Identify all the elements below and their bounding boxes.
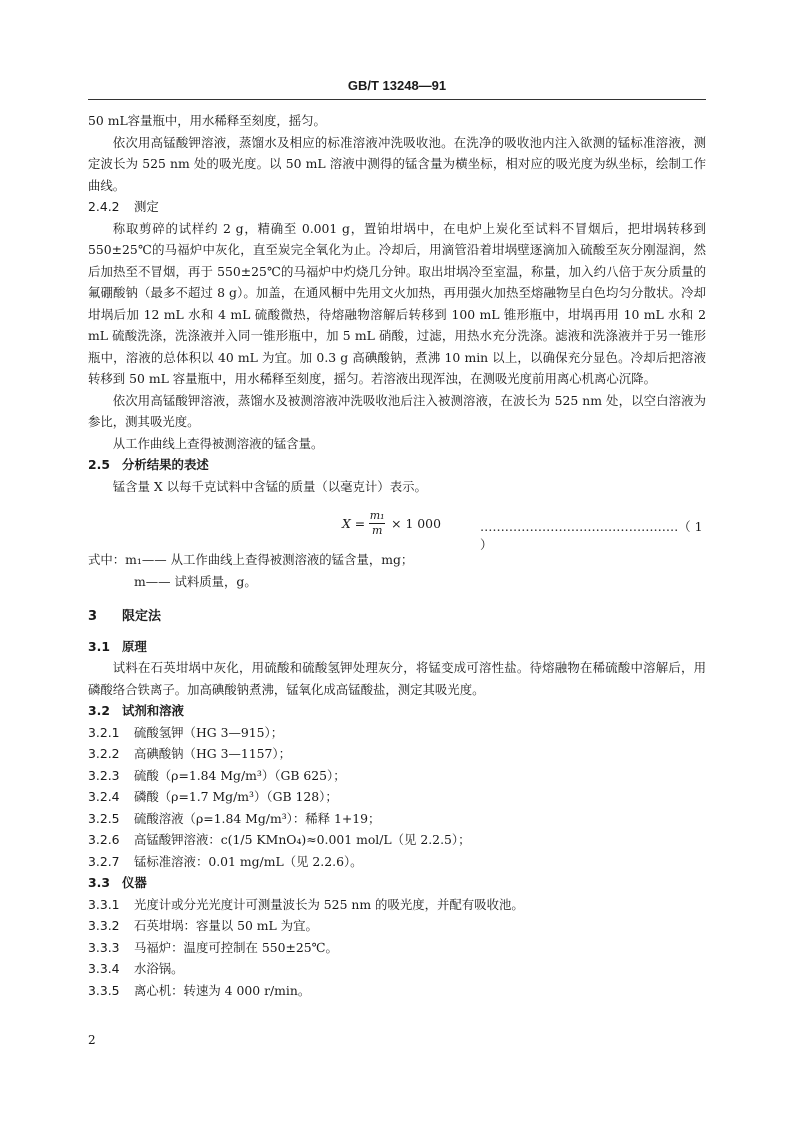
- reagent-item: [88, 722, 706, 744]
- instrument-item: [88, 958, 706, 980]
- reagent-item: [88, 851, 706, 873]
- paragraph: 50 mL容量瓶中，用水稀释至刻度，摇匀。: [88, 113, 326, 128]
- page-number: 2: [88, 1033, 96, 1047]
- item-number: 3.2.6: [88, 832, 120, 847]
- item-number: 3.3.5: [88, 982, 120, 998]
- paragraph: 依次用高锰酸钾溶液，蒸馏水及被测溶液冲洗吸收池后注入被测溶液，在波长为 525 nm 处，以空白溶液为参比，测其吸光度。: [88, 392, 706, 429]
- item-text: 硫酸（ρ=1.84 Mg/m³）（GB 625）；: [134, 767, 346, 783]
- formula-1: [88, 505, 706, 552]
- leader-dots: …………………………………………: [480, 519, 679, 534]
- section-title: 限定法: [122, 609, 162, 624]
- item-number: 3.2.3: [88, 767, 120, 783]
- item-number: 3.2.5: [88, 810, 120, 826]
- instrument-item: [88, 915, 706, 937]
- item-text: 离心机：转速为 4 000 r/min。: [134, 982, 311, 998]
- section-heading-2-5: [88, 454, 706, 476]
- reagent-item: [88, 765, 706, 787]
- section-title: 原理: [122, 638, 147, 654]
- instrument-list: [88, 894, 706, 1002]
- formula-rest: × 1 000: [391, 516, 441, 531]
- formula-expression: [342, 509, 441, 538]
- reagent-item: [88, 743, 706, 765]
- section-heading-3-2: [88, 700, 706, 722]
- item-text: 光度计或分光光度计可测量波长为 525 nm 的吸光度，并配有吸收池。: [134, 896, 524, 912]
- paragraph: 称取剪碎的试样约 2 g，精确至 0.001 g，置铂坩埚中，在电炉上炭化至试料不冒烟后，把坩埚转移到 550±25℃的马福炉中灰化，直至炭完全氧化为止。冷却后，用滴管沿着坩埚壁逐滴加入硫酸至灰分刚湿润，然后加热至不冒烟，再于 550±25℃的马福炉中灼烧几分钟。取出坩埚冷至室温，称量，加入约八倍于灰分质量的氟硼酸钠（最多不超过 8 g）。加盖，在通风橱中先用文火加热，再用强火加热至熔融物呈白色均匀分散状。冷却坩埚后加 12 mL 水和 4 mL 硫酸微热，待熔融物溶解后转移到 100 mL 锥形瓶中，坩埚再用 10 mL 水和 2 mL 硫酸洗涤，洗涤液并入同一锥形瓶中，加 5 mL 硝酸，过滤，用热水充分洗涤。滤液和洗涤液并于另一锥形瓶中，溶液的总体积以 40 mL 为宜。加 0.3 g 高碘酸钠，煮沸 10 min 以上，以确保充分显色。冷却后把溶液转移到 50 mL 容量瓶中，用水稀释至刻度，摇匀。若溶液出现浑浊，在测吸光度前用离心机离心沉降。: [88, 220, 706, 386]
- item-text: 水浴锅。: [134, 961, 184, 976]
- item-text: 高锰酸钾溶液：c(1/5 KMnO₄)≈0.001 mol/L（见 2.2.5）；: [134, 832, 471, 847]
- item-number: 3.3.1: [88, 896, 120, 912]
- item-text: 硫酸溶液（ρ=1.84 Mg/m³）：稀释 1+19；: [134, 810, 381, 826]
- item-text: 高碘酸钠（HG 3—1157）；: [134, 746, 291, 761]
- reagent-item: [88, 786, 706, 808]
- reagent-item: [88, 829, 706, 851]
- item-text: 马福炉：温度可控制在 550±25℃。: [134, 939, 338, 955]
- section-title: 测定: [134, 199, 159, 214]
- item-number: 3.3.3: [88, 939, 120, 955]
- equation-number: （ 1 ）: [480, 519, 703, 552]
- section-number: 2.5: [88, 457, 110, 472]
- fraction-numerator: m₁: [369, 509, 385, 522]
- section-heading-3: [88, 606, 706, 628]
- instrument-item: [88, 937, 706, 959]
- item-text: 硫酸氢钾（HG 3—915）；: [134, 724, 284, 740]
- paragraph: 锰含量 X 以每千克试料中含锰的质量（以毫克计）表示。: [112, 478, 427, 494]
- section-title: 分析结果的表述: [122, 457, 209, 472]
- reagent-item: [88, 808, 706, 830]
- where-definition: m—— 试料质量，g。: [134, 573, 257, 589]
- formula-fraction: [369, 509, 385, 538]
- where-prefix: 式中：: [88, 552, 126, 567]
- page-header: GB/T 13248—91: [347, 78, 447, 93]
- section-title: 试剂和溶液: [122, 703, 184, 718]
- formula-leader: [480, 517, 706, 553]
- item-text: 磷酸（ρ=1.7 Mg/m³）（GB 128）；: [134, 789, 338, 804]
- where-definition: m₁—— 从工作曲线上查得被测溶液的锰含量，mg；: [125, 552, 414, 567]
- section-number: 3: [88, 609, 98, 624]
- reagent-list: [88, 722, 706, 873]
- fraction-denominator: m: [371, 524, 383, 537]
- paragraph: 从工作曲线上查得被测溶液的锰含量。: [112, 435, 324, 451]
- instrument-item: [88, 980, 706, 1002]
- paragraph: 试料在石英坩埚中灰化，用硫酸和硫酸氢钾处理灰分，将锰变成可溶性盐。待熔融物在稀硫酸中溶解后，用磷酸络合铁离子。加高碘酸钠煮沸，锰氧化成高锰酸盐，测定其吸光度。: [88, 660, 706, 697]
- formula-lhs: X =: [342, 516, 366, 531]
- page-body: [88, 110, 706, 1001]
- instrument-item: [88, 894, 706, 916]
- section-number: 3.3: [88, 875, 110, 890]
- section-number: 3.1: [88, 638, 110, 654]
- section-number: 2.4.2: [88, 199, 120, 214]
- section-heading-2-4-2: [88, 196, 706, 218]
- section-heading-3-3: [88, 872, 706, 894]
- item-number: 3.2.4: [88, 789, 120, 804]
- item-number: 3.2.2: [88, 746, 120, 761]
- paragraph: 依次用高锰酸钾溶液，蒸馏水及相应的标准溶液冲洗吸收池。在洗净的吸收池内注入欲测的锰标准溶液，测定波长为 525 nm 处的吸光度。以 50 mL 溶液中测得的锰含量为横坐标，相对应的吸光度为纵坐标，绘制工作曲线。: [88, 134, 706, 193]
- item-text: 石英坩埚：容量以 50 mL 为宜。: [134, 918, 318, 933]
- header-divider: [88, 99, 706, 100]
- item-number: 3.3.4: [88, 961, 120, 976]
- section-heading-3-1: [88, 636, 706, 658]
- item-number: 3.3.2: [88, 918, 120, 933]
- item-text: 锰标准溶液：0.01 mg/mL（见 2.2.6）。: [134, 853, 363, 869]
- section-number: 3.2: [88, 703, 110, 718]
- item-number: 3.2.1: [88, 724, 120, 740]
- section-title: 仪器: [122, 875, 147, 890]
- item-number: 3.2.7: [88, 853, 120, 869]
